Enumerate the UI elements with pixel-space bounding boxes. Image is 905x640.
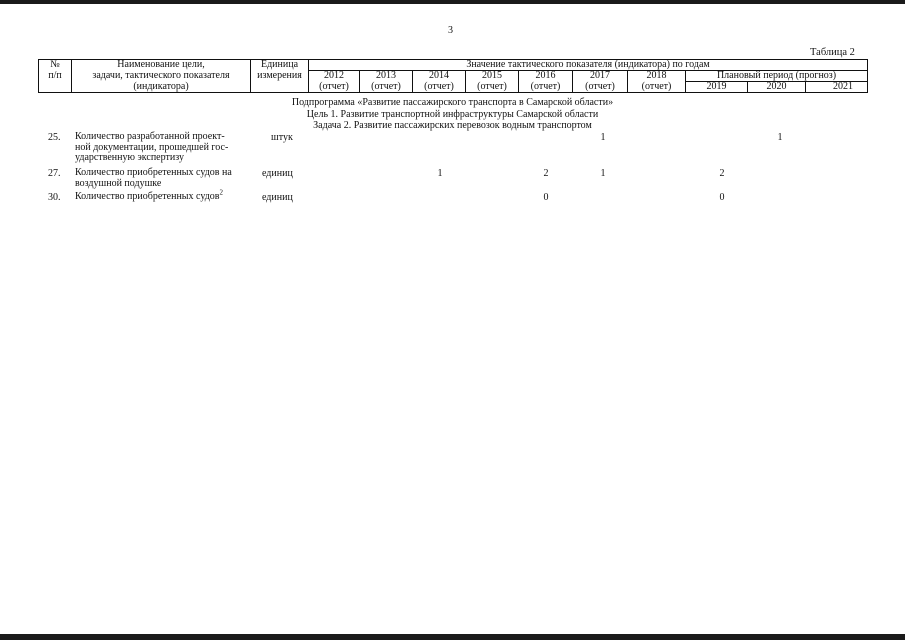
top-border bbox=[0, 0, 905, 4]
value-2016: 2 bbox=[543, 168, 549, 179]
task-heading: Задача 2. Развитие пассажирских перевозок водным транспортом bbox=[313, 120, 592, 131]
row-unit: единиц bbox=[262, 168, 293, 179]
value-2017: 1 bbox=[600, 132, 606, 143]
header-report: (отчет) bbox=[628, 82, 686, 93]
value-2019: 2 bbox=[719, 168, 725, 179]
value-2019: 0 bbox=[719, 192, 725, 203]
row-name bbox=[75, 188, 245, 203]
header-year: 2015 bbox=[466, 71, 519, 82]
row-unit: единиц bbox=[262, 192, 293, 203]
header-name-3: (индикатора) bbox=[72, 82, 251, 93]
table-title: Таблица 2 bbox=[810, 47, 855, 58]
header-year: 2018 bbox=[628, 71, 686, 82]
row-name-line: воздушной подушке bbox=[75, 177, 162, 189]
value-2017: 1 bbox=[600, 168, 606, 179]
row-name bbox=[75, 168, 245, 189]
value-2014: 1 bbox=[437, 168, 443, 179]
header-report: (отчет) bbox=[573, 82, 628, 93]
table-header bbox=[38, 59, 868, 93]
bottom-border bbox=[0, 634, 905, 640]
row-name-line: Количество приобретенных судов на bbox=[75, 167, 232, 178]
row-name-line: ной документации, прошедшей гос- bbox=[75, 141, 229, 153]
header-report: (отчет) bbox=[309, 82, 360, 93]
header-name-2: задачи, тактического показателя bbox=[72, 71, 251, 82]
header-no: № bbox=[39, 60, 72, 71]
row-number: 25. bbox=[48, 132, 61, 143]
row-name-line: Количество разработанной проект- bbox=[75, 131, 225, 142]
row-name-line: ударственную экспертизу bbox=[75, 152, 184, 163]
value-2016: 0 bbox=[543, 192, 549, 203]
header-no-2: п/п bbox=[39, 71, 72, 82]
goal-heading: Цель 1. Развитие транспортной инфраструктуры Самарской области bbox=[306, 109, 599, 120]
header-unit: Единица bbox=[251, 60, 309, 71]
header-report: (отчет) bbox=[519, 82, 573, 93]
row-name bbox=[75, 132, 245, 164]
footnote-marker: 2 bbox=[219, 188, 224, 197]
row-unit: штук bbox=[271, 132, 293, 143]
subprogram-heading: Подпрограмма «Развитие пассажирского транспорта в Самарской области» bbox=[291, 97, 614, 108]
header-year: 2012 bbox=[309, 71, 360, 82]
header-plan-year: 2020 bbox=[748, 82, 806, 93]
header-year: 2014 bbox=[413, 71, 466, 82]
header-values-title: Значение тактического показателя (индикатора) по годам bbox=[309, 60, 868, 71]
header-unit-2: измерения bbox=[251, 71, 309, 82]
value-2020: 1 bbox=[777, 132, 783, 143]
row-number: 30. bbox=[48, 192, 61, 203]
header-plan-year: 2021 bbox=[806, 82, 868, 93]
header-unit-3 bbox=[251, 82, 309, 93]
row-number: 27. bbox=[48, 168, 61, 179]
header-report: (отчет) bbox=[360, 82, 413, 93]
header-year: 2013 bbox=[360, 71, 413, 82]
header-plan-year: 2019 bbox=[686, 82, 748, 93]
header-name: Наименование цели, bbox=[72, 60, 251, 71]
header-year: 2017 bbox=[573, 71, 628, 82]
header-year: 2016 bbox=[519, 71, 573, 82]
header-no-3 bbox=[39, 82, 72, 93]
header-report: (отчет) bbox=[466, 82, 519, 93]
page-number: 3 bbox=[448, 25, 453, 36]
header-plan-title: Плановый период (прогноз) bbox=[686, 71, 868, 82]
row-name-text: Количество приобретенных судов bbox=[75, 191, 220, 202]
header-report: (отчет) bbox=[413, 82, 466, 93]
